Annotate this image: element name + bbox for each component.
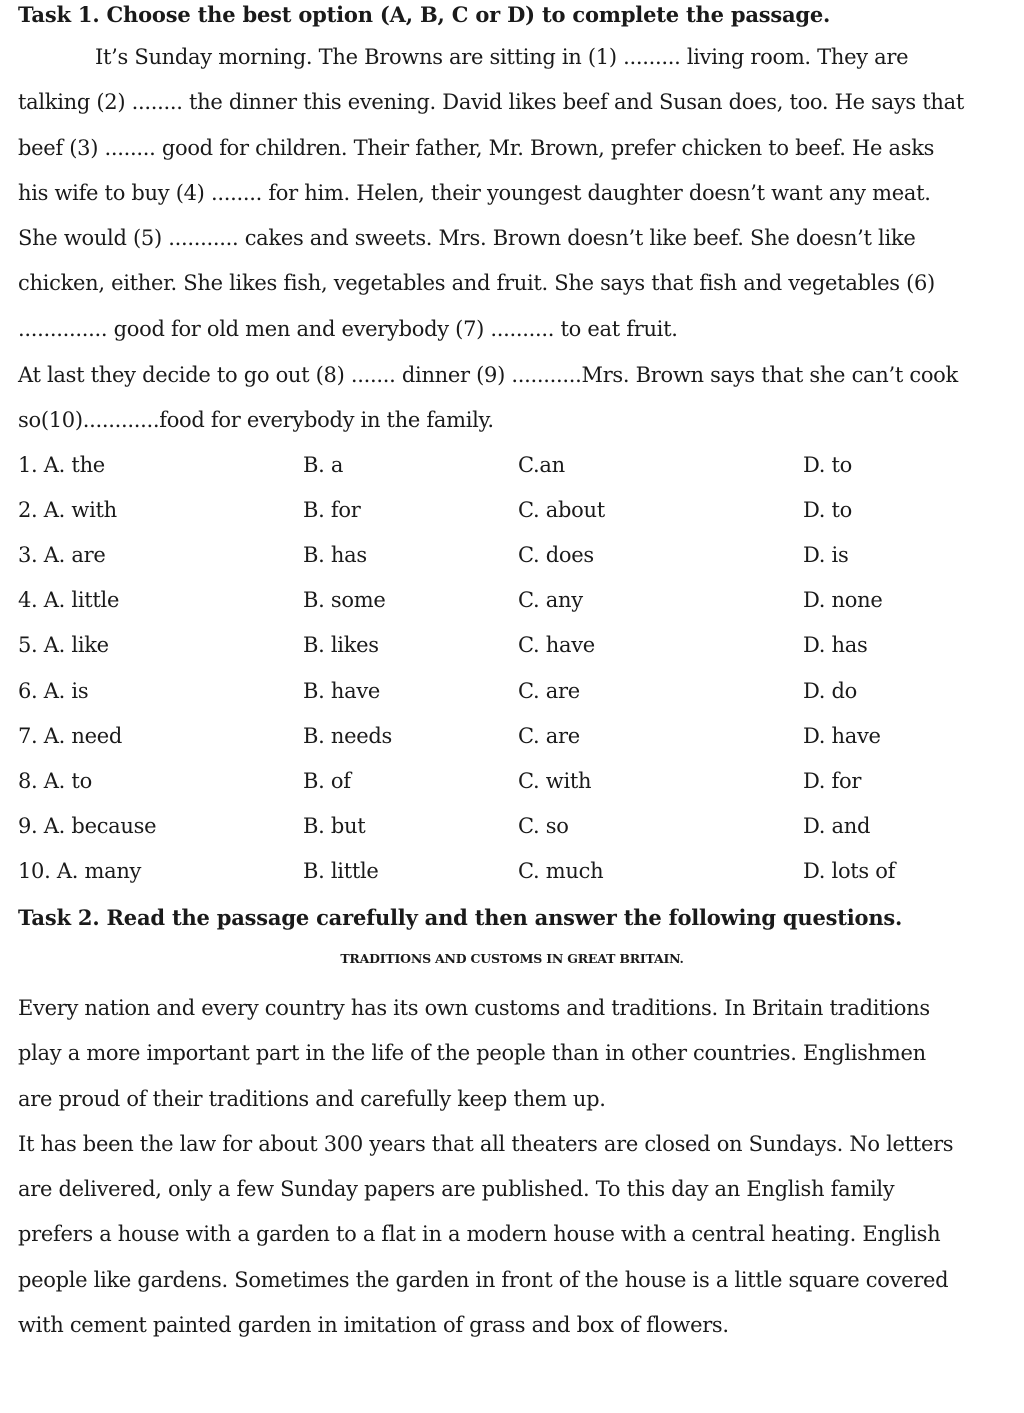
option-b: B. little — [303, 859, 379, 883]
task2-passage-line: It has been the law for about 300 years that all theaters are closed on Sundays. No letters — [18, 1132, 954, 1156]
option-a: 4. A. little — [18, 588, 120, 612]
option-row-6 — [0, 679, 1024, 709]
option-d: D. and — [803, 814, 871, 838]
task2-passage-line: are proud of their traditions and carefully keep them up. — [18, 1087, 606, 1111]
task2-passage-line: play a more important part in the life of the people than in other countries. Englishmen — [18, 1041, 926, 1065]
option-c: C. are — [518, 724, 580, 748]
option-b: B. some — [303, 588, 386, 612]
task2-passage-line: Every nation and every country has its own customs and traditions. In Britain traditions — [18, 996, 930, 1020]
option-row-3 — [0, 543, 1024, 573]
option-c: C. are — [518, 679, 580, 703]
task1-passage-line: It’s Sunday morning. The Browns are sitting in (1) ......... living room. They are — [95, 45, 909, 69]
option-c: C. about — [518, 498, 605, 522]
option-a: 5. A. like — [18, 633, 109, 657]
option-c: C. much — [518, 859, 604, 883]
task1-passage-line: She would (5) ........... cakes and sweets. Mrs. Brown doesn’t like beef. She doesn’t like — [18, 226, 916, 250]
option-d: D. to — [803, 453, 853, 477]
option-c: C. any — [518, 588, 583, 612]
task2-heading: Task 2. Read the passage carefully and then answer the following questions. — [18, 905, 903, 930]
option-a: 6. A. is — [18, 679, 89, 703]
task1-passage-line: his wife to buy (4) ........ for him. Helen, their youngest daughter doesn’t want any meat. — [18, 181, 931, 205]
task2-passage-line: are delivered, only a few Sunday papers are published. To this day an English family — [18, 1177, 895, 1201]
option-d: D. to — [803, 498, 853, 522]
option-c: C. with — [518, 769, 592, 793]
option-b: B. have — [303, 679, 381, 703]
task2-passage-line: prefers a house with a garden to a flat in a modern house with a central heating. English — [18, 1222, 941, 1246]
option-d: D. have — [803, 724, 881, 748]
option-d: D. none — [803, 588, 883, 612]
option-b: B. but — [303, 814, 366, 838]
option-d: D. has — [803, 633, 868, 657]
task1-passage-line: .............. good for old men and everybody (7) .......... to eat fruit. — [18, 317, 678, 341]
task1-passage-line: At last they decide to go out (8) ....... dinner (9) ...........Mrs. Brown says that she can’t cook — [18, 363, 958, 387]
option-row-7 — [0, 724, 1024, 754]
option-a: 3. A. are — [18, 543, 106, 567]
option-c: C. does — [518, 543, 594, 567]
option-a: 9. A. because — [18, 814, 157, 838]
task2-passage-line: with cement painted garden in imitation of grass and box of flowers. — [18, 1313, 729, 1337]
option-a: 1. A. the — [18, 453, 105, 477]
task1-passage-line: beef (3) ........ good for children. Their father, Mr. Brown, prefer chicken to beef. He asks — [18, 136, 935, 160]
option-b: B. for — [303, 498, 361, 522]
option-c: C.an — [518, 453, 565, 477]
option-row-9 — [0, 814, 1024, 844]
task1-passage-line: so(10)............food for everybody in the family. — [18, 408, 494, 432]
option-row-8 — [0, 769, 1024, 799]
task2-passage-line: people like gardens. Sometimes the garden in front of the house is a little square covered — [18, 1268, 949, 1292]
option-b: B. has — [303, 543, 367, 567]
option-row-1 — [0, 453, 1024, 483]
task1-heading: Task 1. Choose the best option (A, B, C or D) to complete the passage. — [18, 2, 831, 27]
option-d: D. lots of — [803, 859, 896, 883]
option-c: C. have — [518, 633, 595, 657]
option-row-5 — [0, 633, 1024, 663]
option-row-4 — [0, 588, 1024, 618]
option-row-10 — [0, 859, 1024, 889]
option-d: D. do — [803, 679, 858, 703]
task1-passage-line: talking (2) ........ the dinner this evening. David likes beef and Susan does, too. He says that — [18, 90, 964, 114]
option-a: 7. A. need — [18, 724, 123, 748]
option-a: 2. A. with — [18, 498, 117, 522]
option-d: D. is — [803, 543, 849, 567]
option-b: B. a — [303, 453, 344, 477]
option-b: B. of — [303, 769, 351, 793]
option-b: B. needs — [303, 724, 392, 748]
task2-title: TRADITIONS AND CUSTOMS IN GREAT BRITAIN. — [340, 951, 684, 966]
option-b: B. likes — [303, 633, 379, 657]
option-row-2 — [0, 498, 1024, 528]
option-a: 8. A. to — [18, 769, 92, 793]
option-c: C. so — [518, 814, 569, 838]
task1-passage-line: chicken, either. She likes fish, vegetables and fruit. She says that fish and vegetables (6) — [18, 271, 935, 295]
option-d: D. for — [803, 769, 862, 793]
option-a: 10. A. many — [18, 859, 142, 883]
